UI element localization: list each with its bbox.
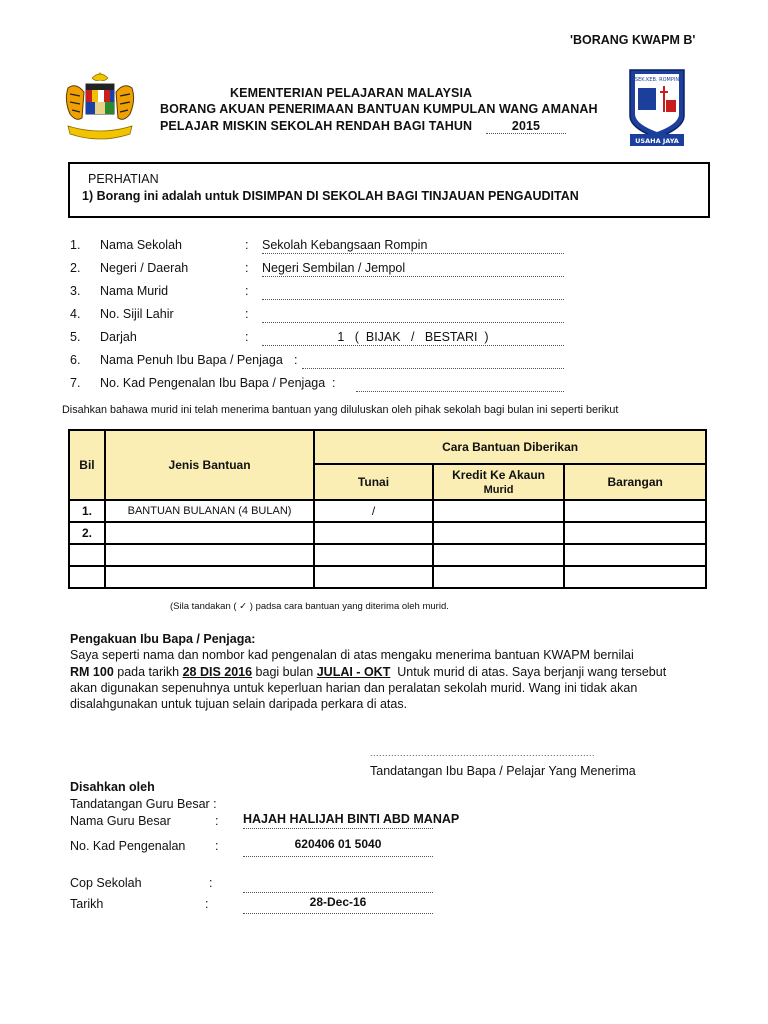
- declaration-line-1: Saya seperti nama dan nombor kad pengenalan di atas mengaku menerima bantuan KWAPM bernilai: [70, 648, 634, 662]
- school-logo-text: SEK.KEB. ROMPIN: [634, 77, 680, 83]
- table-row: [69, 500, 706, 522]
- cell-bil: 1.: [69, 500, 105, 522]
- field-num: 3.: [70, 284, 81, 298]
- parent-signature-line[interactable]: ...........................................................................: [370, 748, 596, 758]
- parent-ic-field[interactable]: [356, 376, 564, 392]
- cell-kredit[interactable]: [433, 500, 565, 522]
- field-label: No. Kad Pengenalan Ibu Bapa / Penjaga: [100, 376, 326, 390]
- header-jenis-bantuan: Jenis Bantuan: [105, 430, 314, 500]
- ic-label: No. Kad Pengenalan: [70, 839, 186, 853]
- declaration-line-3: akan digunakan sepenuhnya untuk keperluan harian dan peralatan sekolah murid. Wang ini tidak akan: [70, 681, 638, 695]
- notice-title: PERHATIAN: [88, 172, 159, 186]
- field-label: Nama Sekolah: [100, 238, 182, 252]
- header-line-3: PELAJAR MISKIN SEKOLAH RENDAH BAGI TAHUN: [160, 119, 473, 133]
- cell-tunai[interactable]: [314, 566, 433, 588]
- assistance-table: [68, 429, 707, 589]
- cell-kredit[interactable]: [433, 566, 565, 588]
- declaration-text-bagi: bagi bulan: [252, 665, 317, 679]
- field-colon: :: [209, 876, 213, 890]
- declaration-line-4: disalahgunakan untuk tujuan selain daripada perkara di atas.: [70, 697, 408, 711]
- form-code: 'BORANG KWAPM B': [570, 33, 696, 47]
- school-motto: USAHA JAYA: [635, 137, 679, 145]
- cell-jenis: [105, 544, 314, 566]
- headmaster-signature-label: Tandatangan Guru Besar :: [70, 797, 217, 811]
- notice-text: 1) Borang ini adalah untuk DISIMPAN DI SEKOLAH BAGI TINJAUAN PENGAUDITAN: [82, 189, 579, 203]
- headmaster-name-label: Nama Guru Besar: [70, 814, 171, 828]
- cell-barangan[interactable]: [564, 544, 706, 566]
- header-kredit: [433, 464, 565, 500]
- cell-tunai[interactable]: /: [314, 500, 433, 522]
- header-tunai: Tunai: [314, 464, 433, 500]
- field-num: 6.: [70, 353, 81, 367]
- cell-barangan[interactable]: [564, 566, 706, 588]
- cell-jenis: [105, 566, 314, 588]
- school-stamp-label: Cop Sekolah: [70, 876, 142, 890]
- field-label: Negeri / Daerah: [100, 261, 189, 275]
- field-colon: :: [332, 376, 336, 390]
- date-label: Tarikh: [70, 897, 104, 911]
- cell-bil: [69, 544, 105, 566]
- field-label: No. Sijil Lahir: [100, 307, 174, 321]
- birth-cert-field[interactable]: [262, 307, 564, 323]
- field-colon: :: [294, 353, 298, 367]
- field-colon: :: [215, 814, 219, 828]
- declaration-date: 28 DIS 2016: [182, 665, 253, 679]
- cell-bil: 2.: [69, 522, 105, 544]
- field-colon: :: [215, 839, 219, 853]
- field-num: 1.: [70, 238, 81, 252]
- header-kredit-line2: Murid: [483, 484, 514, 496]
- field-label: Nama Penuh Ibu Bapa / Penjaga: [100, 353, 283, 367]
- header-kredit-line1: Kredit Ke Akaun: [452, 468, 546, 482]
- cell-jenis: BANTUAN BULANAN (4 BULAN): [105, 500, 314, 522]
- field-colon: :: [245, 238, 249, 252]
- date-value[interactable]: 28-Dec-16: [243, 895, 433, 914]
- header-barangan: Barangan: [564, 464, 706, 500]
- cell-barangan[interactable]: [564, 500, 706, 522]
- table-row: [69, 566, 706, 588]
- verification-title: Disahkan oleh: [70, 780, 155, 794]
- ic-value[interactable]: 620406 01 5040: [243, 837, 433, 857]
- malaysia-crest-logo: [60, 70, 140, 146]
- field-num: 7.: [70, 376, 81, 390]
- cell-tunai[interactable]: [314, 544, 433, 566]
- cell-tunai[interactable]: [314, 522, 433, 544]
- declaration-amount: RM 100: [70, 665, 114, 679]
- parent-name-field[interactable]: [302, 353, 564, 369]
- field-label: Darjah: [100, 330, 137, 344]
- notice-box: [68, 162, 710, 218]
- field-colon: :: [245, 261, 249, 275]
- declaration-line-2: [70, 665, 666, 679]
- cell-kredit[interactable]: [433, 522, 565, 544]
- field-row-parent-name: [70, 353, 570, 373]
- table-note: (Sila tandakan ( ✓ ) padsa cara bantuan yang diterima oleh murid.: [170, 601, 449, 612]
- state-district-field[interactable]: Negeri Sembilan / Jempol: [262, 261, 564, 277]
- field-colon: :: [205, 897, 209, 911]
- declaration-title: Pengakuan Ibu Bapa / Penjaga:: [70, 632, 256, 646]
- school-name-field[interactable]: Sekolah Kebangsaan Rompin: [262, 238, 564, 254]
- headmaster-name-value[interactable]: HAJAH HALIJAH BINTI ABD MANAP: [243, 812, 433, 829]
- field-row-state: [70, 261, 570, 281]
- declaration-text-rest: Untuk murid di atas. Saya berjanji wang tersebut: [390, 665, 667, 679]
- table-row: [69, 544, 706, 566]
- student-name-field[interactable]: [262, 284, 564, 300]
- field-row-parent-ic: [70, 376, 570, 396]
- field-colon: :: [245, 284, 249, 298]
- header-line-1: KEMENTERIAN PELAJARAN MALAYSIA: [230, 86, 473, 100]
- field-row-student: [70, 284, 570, 304]
- field-row-school: [70, 238, 570, 258]
- header-line-2: BORANG AKUAN PENERIMAAN BANTUAN KUMPULAN WANG AMANAH: [160, 102, 598, 116]
- school-logo: [626, 66, 688, 148]
- cell-jenis: [105, 522, 314, 544]
- cell-kredit[interactable]: [433, 544, 565, 566]
- table-row: [69, 522, 706, 544]
- cell-barangan[interactable]: [564, 522, 706, 544]
- field-label: Nama Murid: [100, 284, 169, 298]
- header-cara-bantuan: Cara Bantuan Diberikan: [314, 430, 706, 464]
- header-bil: Bil: [69, 430, 105, 500]
- school-stamp-field[interactable]: [243, 876, 433, 893]
- field-num: 5.: [70, 330, 81, 344]
- field-row-birth-cert: [70, 307, 570, 327]
- field-num: 4.: [70, 307, 81, 321]
- confirmation-text: Disahkan bahawa murid ini telah menerima bantuan yang diluluskan oleh pihak sekolah bagi bulan ini seperti berikut: [62, 404, 619, 416]
- field-row-class: [70, 330, 570, 350]
- class-field[interactable]: 1 ( BIJAK / BESTARI ): [262, 330, 564, 346]
- header-year: 2015: [486, 119, 566, 134]
- field-colon: :: [245, 330, 249, 344]
- field-colon: :: [245, 307, 249, 321]
- cell-bil: [69, 566, 105, 588]
- declaration-text-pada: pada tarikh: [113, 665, 183, 679]
- parent-signature-label: Tandatangan Ibu Bapa / Pelajar Yang Menerima: [370, 764, 636, 778]
- field-num: 2.: [70, 261, 81, 275]
- declaration-months: JULAI - OKT: [316, 665, 391, 679]
